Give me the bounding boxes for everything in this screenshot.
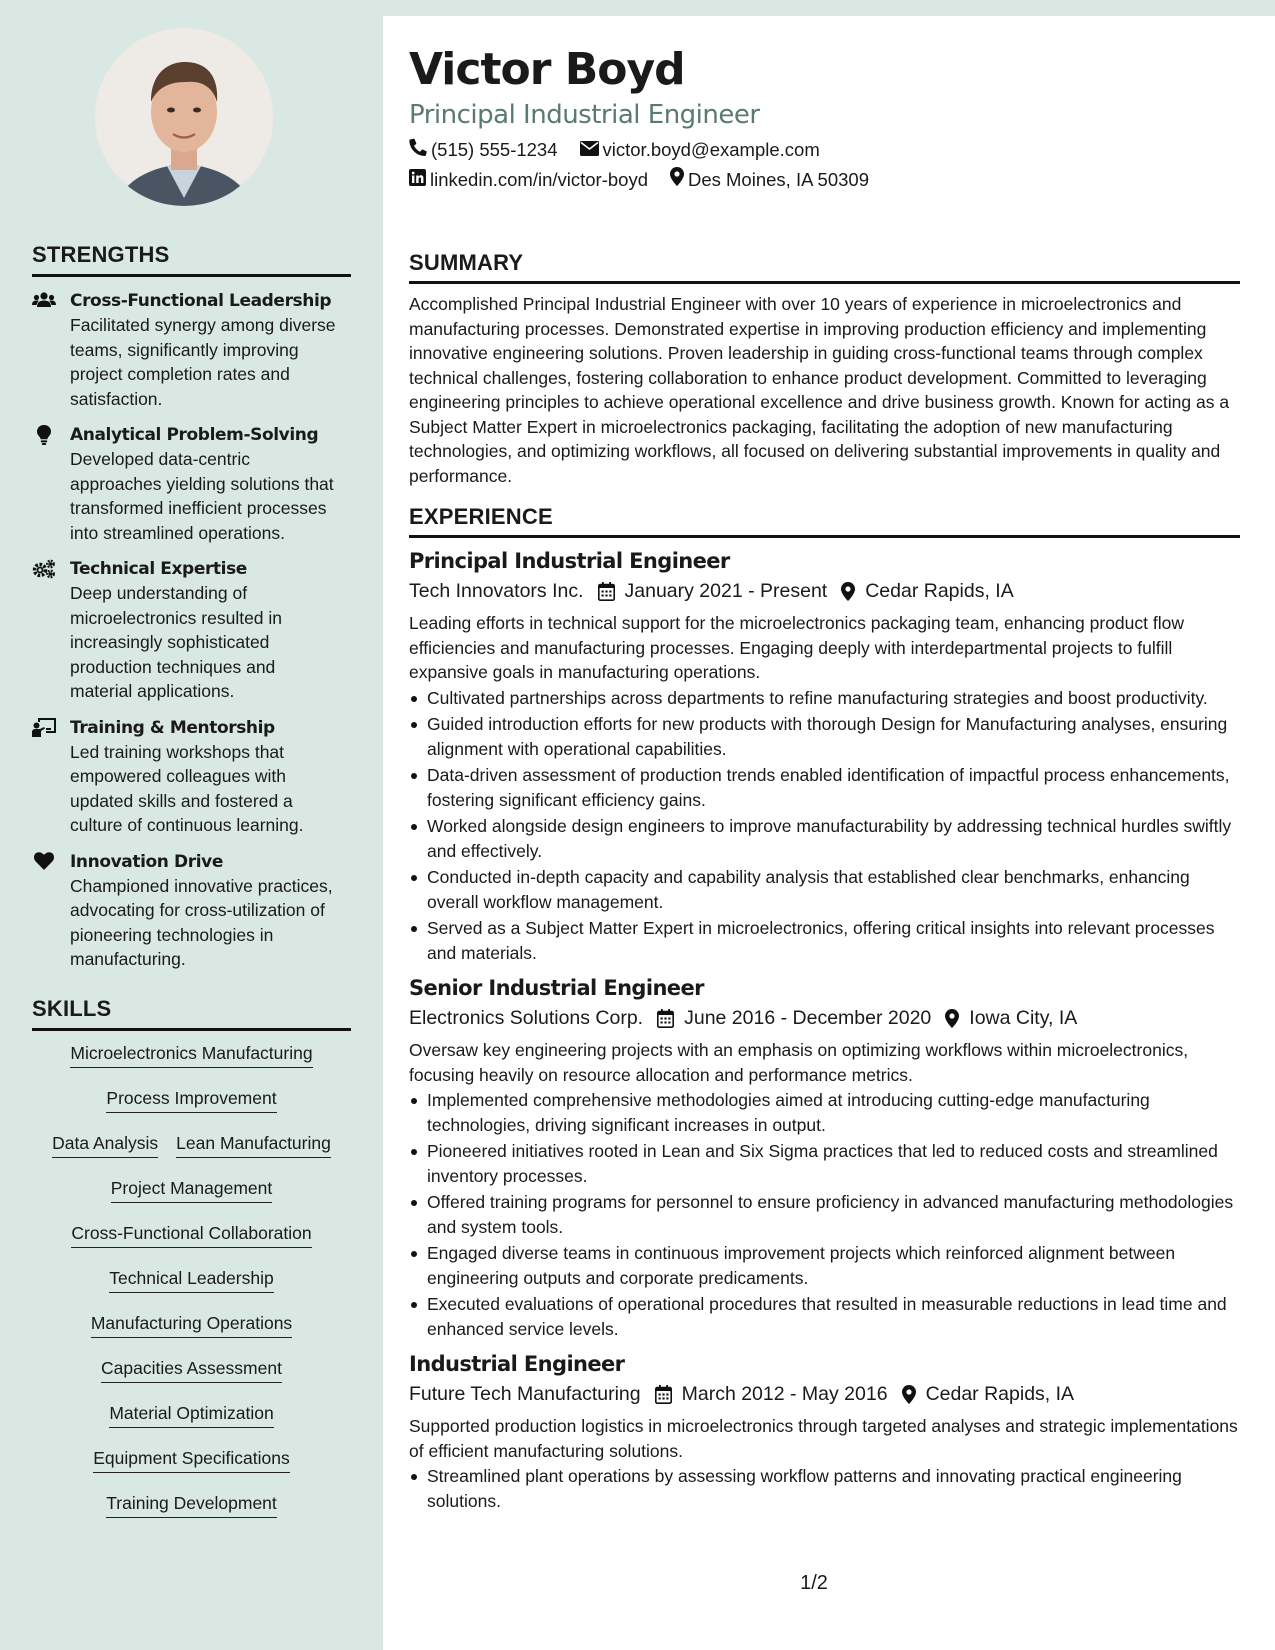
skill-tag: Equipment Specifications	[93, 1446, 290, 1473]
experience-heading: EXPERIENCE	[409, 504, 1240, 538]
skill-tag: Lean Manufacturing	[176, 1131, 331, 1158]
bullet-item: Implemented comprehensive methodologies aimed at introducing cutting-edge manufacturing technologies, driving significant increases in output.	[409, 1088, 1240, 1137]
skill-tag: Material Optimization	[109, 1401, 273, 1428]
location-text: Des Moines, IA 50309	[687, 169, 869, 190]
job-company: Electronics Solutions Corp.	[409, 1007, 644, 1029]
job-bullets	[409, 1464, 1240, 1513]
lightbulb-icon	[32, 423, 70, 545]
heart-icon	[32, 850, 70, 972]
job-location-group	[902, 1379, 1075, 1409]
bullet-item: Cultivated partnerships across departments to refine manufacturing strategies and boost productivity.	[409, 686, 1240, 711]
bullet-item: Data-driven assessment of production trends enabled identification of impactful process enhancements, fostering significant efficiency gains.	[409, 763, 1240, 812]
strength-description: Led training workshops that empowered colleagues with updated skills and fostered a culture of continuous learning.	[70, 741, 304, 835]
calendar-icon	[657, 1009, 674, 1028]
job-description: Leading efforts in technical support for the microelectronics packaging team, enhancing product flow efficiencies and manufacturing processes. Engaging deeply with interdepartmental projects to fulfill expansive goals in manufacturing operations.	[409, 613, 1184, 682]
bullet-item: Guided introduction efforts for new products with thorough Design for Manufacturing analyses, ensuring alignment with operational capabilities.	[409, 712, 1240, 761]
calendar-icon	[598, 582, 615, 601]
profile-photo	[95, 28, 273, 206]
strength-item	[32, 289, 351, 411]
skill-tag: Data Analysis	[52, 1131, 158, 1158]
skill-tag: Project Management	[111, 1176, 272, 1203]
strength-description: Deep understanding of microelectronics resulted in increasingly sophisticated production techniques and material applications.	[70, 583, 283, 701]
summary-heading: SUMMARY	[409, 250, 1240, 284]
phone-text: (515) 555-1234	[431, 139, 558, 160]
job-entry	[409, 1350, 1240, 1513]
main-content	[383, 16, 1275, 1650]
bullet-item: Offered training programs for personnel to ensure proficiency in advanced manufacturing methodologies and system tools.	[409, 1190, 1240, 1239]
bullet-item: Conducted in-depth capacity and capability analysis that established clear benchmarks, enhancing overall workflow management.	[409, 865, 1240, 914]
skill-tag: Technical Leadership	[109, 1266, 273, 1293]
job-location: Cedar Rapids, IA	[925, 1383, 1075, 1405]
candidate-title: Principal Industrial Engineer	[409, 100, 760, 130]
job-meta	[409, 1003, 1240, 1033]
strength-item	[32, 850, 351, 972]
portrait-image	[95, 28, 273, 206]
bullet-item: Executed evaluations of operational procedures that resulted in measurable reductions in lead time and enhanced service levels.	[409, 1292, 1240, 1341]
strength-description: Facilitated synergy among diverse teams, significantly improving project completion rates and satisfaction.	[70, 315, 336, 409]
skill-tag: Process Improvement	[106, 1086, 276, 1113]
job-entry	[409, 974, 1240, 1341]
email-text: victor.boyd@example.com	[602, 139, 820, 160]
map-marker-icon	[841, 582, 855, 601]
job-meta	[409, 576, 1240, 606]
phone-contact	[409, 137, 558, 163]
job-description: Supported production logistics in microelectronics through targeted analyses and strategic implementations of efficient manufacturing solutions.	[409, 1416, 1238, 1461]
job-dates: June 2016 - December 2020	[684, 1007, 932, 1029]
page-number: 1/2	[800, 1572, 828, 1594]
skill-tag: Capacities Assessment	[101, 1356, 282, 1383]
skill-tag: Manufacturing Operations	[91, 1311, 292, 1338]
location-contact	[670, 167, 869, 193]
job-bullets	[409, 1088, 1240, 1341]
skill-tag: Microelectronics Manufacturing	[70, 1041, 312, 1068]
envelope-icon	[580, 137, 603, 163]
job-location: Iowa City, IA	[969, 1007, 1078, 1029]
job-title: Principal Industrial Engineer	[409, 549, 730, 573]
bullet-item: Pioneered initiatives rooted in Lean and Six Sigma practices that led to reduced costs and streamlined inventory processes.	[409, 1139, 1240, 1188]
phone-icon	[409, 137, 431, 163]
strength-title: Innovation Drive	[70, 851, 223, 872]
job-dates: March 2012 - May 2016	[681, 1383, 888, 1405]
strength-title: Training & Mentorship	[70, 717, 275, 738]
strength-item	[32, 423, 351, 545]
users-icon	[32, 289, 70, 411]
job-location-group	[841, 576, 1014, 606]
job-dates-group	[598, 576, 828, 606]
job-title: Senior Industrial Engineer	[409, 976, 704, 1000]
summary-text: Accomplished Principal Industrial Engineer with over 10 years of experience in microelectronics and manufacturing processes. Demonstrated expertise in improving production efficiency and implementing innovative engineering solutions. Proven leadership in guiding cross-functional teams through complex technical challenges, fostering collaboration to enhance product development. Committed to leveraging engineering principles to achieve operational excellence and drive business growth. Known for acting as a Subject Matter Expert in microelectronics packaging, facilitating the adoption of new manufacturing technologies, and optimizing workflows, all focused on delivering substantial improvements in quality and performance.	[409, 294, 1230, 486]
linkedin-text: linkedin.com/in/victor-boyd	[430, 169, 648, 190]
candidate-name: Victor Boyd	[409, 44, 685, 95]
skills-list	[32, 1041, 351, 1536]
job-dates-group	[655, 1379, 888, 1409]
job-description: Oversaw key engineering projects with an emphasis on optimizing workflows within microelectronics, focusing heavily on resource allocation and performance metrics.	[409, 1040, 1189, 1085]
job-entry	[409, 547, 1240, 965]
contact-row-2	[409, 167, 1241, 193]
skill-tag: Cross-Functional Collaboration	[71, 1221, 311, 1248]
job-dates: January 2021 - Present	[624, 580, 828, 602]
contact-row	[409, 137, 1241, 163]
sidebar	[0, 0, 383, 1650]
bullet-item: Streamlined plant operations by assessing workflow patterns and innovating practical engineering solutions.	[409, 1464, 1240, 1513]
map-marker-icon	[945, 1009, 959, 1028]
strength-description: Developed data-centric approaches yielding solutions that transformed inefficient processes into streamlined operations.	[70, 449, 334, 543]
strength-title: Technical Expertise	[70, 559, 247, 579]
job-bullets	[409, 686, 1240, 966]
calendar-icon	[655, 1385, 672, 1404]
map-marker-icon	[670, 167, 688, 193]
bullet-item: Served as a Subject Matter Expert in microelectronics, offering critical insights into relevant processes and materials.	[409, 916, 1240, 965]
job-meta	[409, 1379, 1240, 1409]
strength-item	[32, 557, 351, 704]
strength-title: Cross-Functional Leadership	[70, 291, 332, 311]
job-location-group	[945, 1003, 1077, 1033]
strength-description: Championed innovative practices, advocating for cross-utilization of pioneering technologies in manufacturing.	[70, 875, 333, 969]
skill-tag: Training Development	[106, 1491, 277, 1518]
email-contact	[580, 137, 820, 163]
bullet-item: Worked alongside design engineers to improve manufacturability by addressing technical hurdles swiftly and effectively.	[409, 814, 1240, 863]
job-location: Cedar Rapids, IA	[865, 580, 1014, 602]
chalkboard-teacher-icon	[32, 716, 70, 838]
job-company: Future Tech Manufacturing	[409, 1383, 641, 1405]
gears-icon	[32, 557, 70, 704]
skills-heading: SKILLS	[32, 996, 351, 1031]
job-dates-group	[657, 1003, 931, 1033]
linkedin-contact	[409, 167, 648, 193]
linkedin-icon	[409, 167, 430, 193]
bullet-item: Engaged diverse teams in continuous improvement projects which reinforced alignment between engineering outputs and corporate predicaments.	[409, 1241, 1240, 1290]
job-title: Industrial Engineer	[409, 1352, 625, 1376]
strengths-heading: STRENGTHS	[32, 242, 351, 277]
job-company: Tech Innovators Inc.	[409, 580, 584, 602]
strength-item	[32, 716, 351, 838]
strengths-list	[32, 289, 351, 972]
map-marker-icon	[902, 1385, 916, 1404]
strength-title: Analytical Problem-Solving	[70, 425, 319, 445]
